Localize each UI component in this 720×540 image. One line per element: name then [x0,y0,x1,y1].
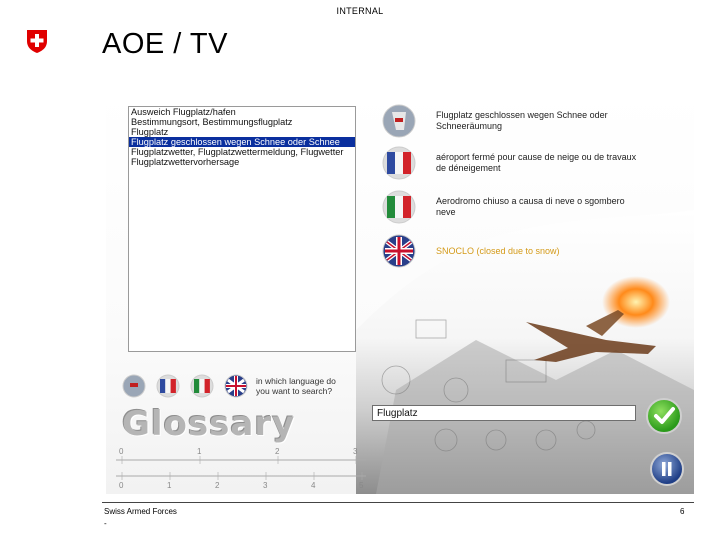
footer-organization: Swiss Armed Forces [104,507,177,516]
ruler-top-label: 2 [275,447,280,456]
language-prompt: in which language do you want to search? [256,376,336,396]
checkmark-icon [648,400,680,432]
ruler-top-label: 3 [353,447,358,456]
italian-flag-icon[interactable] [382,190,416,224]
ruler-bottom-label: 4 [311,481,316,490]
ruler-graphic [116,446,376,490]
footer-divider [102,502,694,503]
result-item[interactable]: Flugplatzwettervorhersage [131,157,240,167]
result-item[interactable]: Ausweich Flugplatz/hafen [131,107,236,117]
translation-english: SNOCLO (closed due to snow) [436,246,560,256]
result-item[interactable]: Bestimmungsort, Bestimmungsflugplatz [131,117,293,127]
ruler-bottom-label: 3 [263,481,268,490]
glossary-app-screen [106,90,694,494]
translation-german: Flugplatz geschlossen wegen Schnee oder Schneeräumung [436,110,608,131]
result-item[interactable]: Flugplatz [131,127,169,137]
info-icon [652,454,682,484]
footer-mark: - [104,519,107,528]
swiss-cross-icon [24,28,50,54]
translation-french: aéroport fermé pour cause de neige ou de travaux de déneigement [436,152,637,173]
search-ok-button[interactable] [646,398,682,434]
search-british-flag-icon[interactable] [224,374,248,398]
classification-label: INTERNAL [336,6,384,16]
search-italian-flag-icon[interactable] [190,374,214,398]
search-input[interactable] [372,405,636,421]
search-french-flag-icon[interactable] [156,374,180,398]
glossary-logo: Glossary [122,404,296,444]
page-title: AOE / TV [102,28,228,60]
ruler-bottom-label: 0 [119,481,124,490]
ruler-bottom-label: 5 [359,481,364,490]
result-item-selected[interactable]: Flugplatz geschlossen wegen Schnee oder Schnee [129,137,355,147]
ruler-bottom-label: 1 [167,481,172,490]
french-flag-icon[interactable] [382,146,416,180]
ruler-top-label: 1 [197,447,202,456]
search-results-list[interactable] [128,106,356,352]
search-german-flag-icon[interactable] [122,374,146,398]
info-button[interactable] [650,452,684,486]
ruler-bottom-label: 2 [215,481,220,490]
german-flag-icon[interactable] [382,104,416,138]
result-item[interactable]: Flugplatzwetter, Flugplatzwettermeldung, Flugwetter [131,147,344,157]
ruler-top-label: 0 [119,447,124,456]
translation-italian: Aerodromo chiuso a causa di neve o sgombero neve [436,196,625,217]
page-number: 6 [680,507,685,516]
british-flag-icon[interactable] [382,234,416,268]
